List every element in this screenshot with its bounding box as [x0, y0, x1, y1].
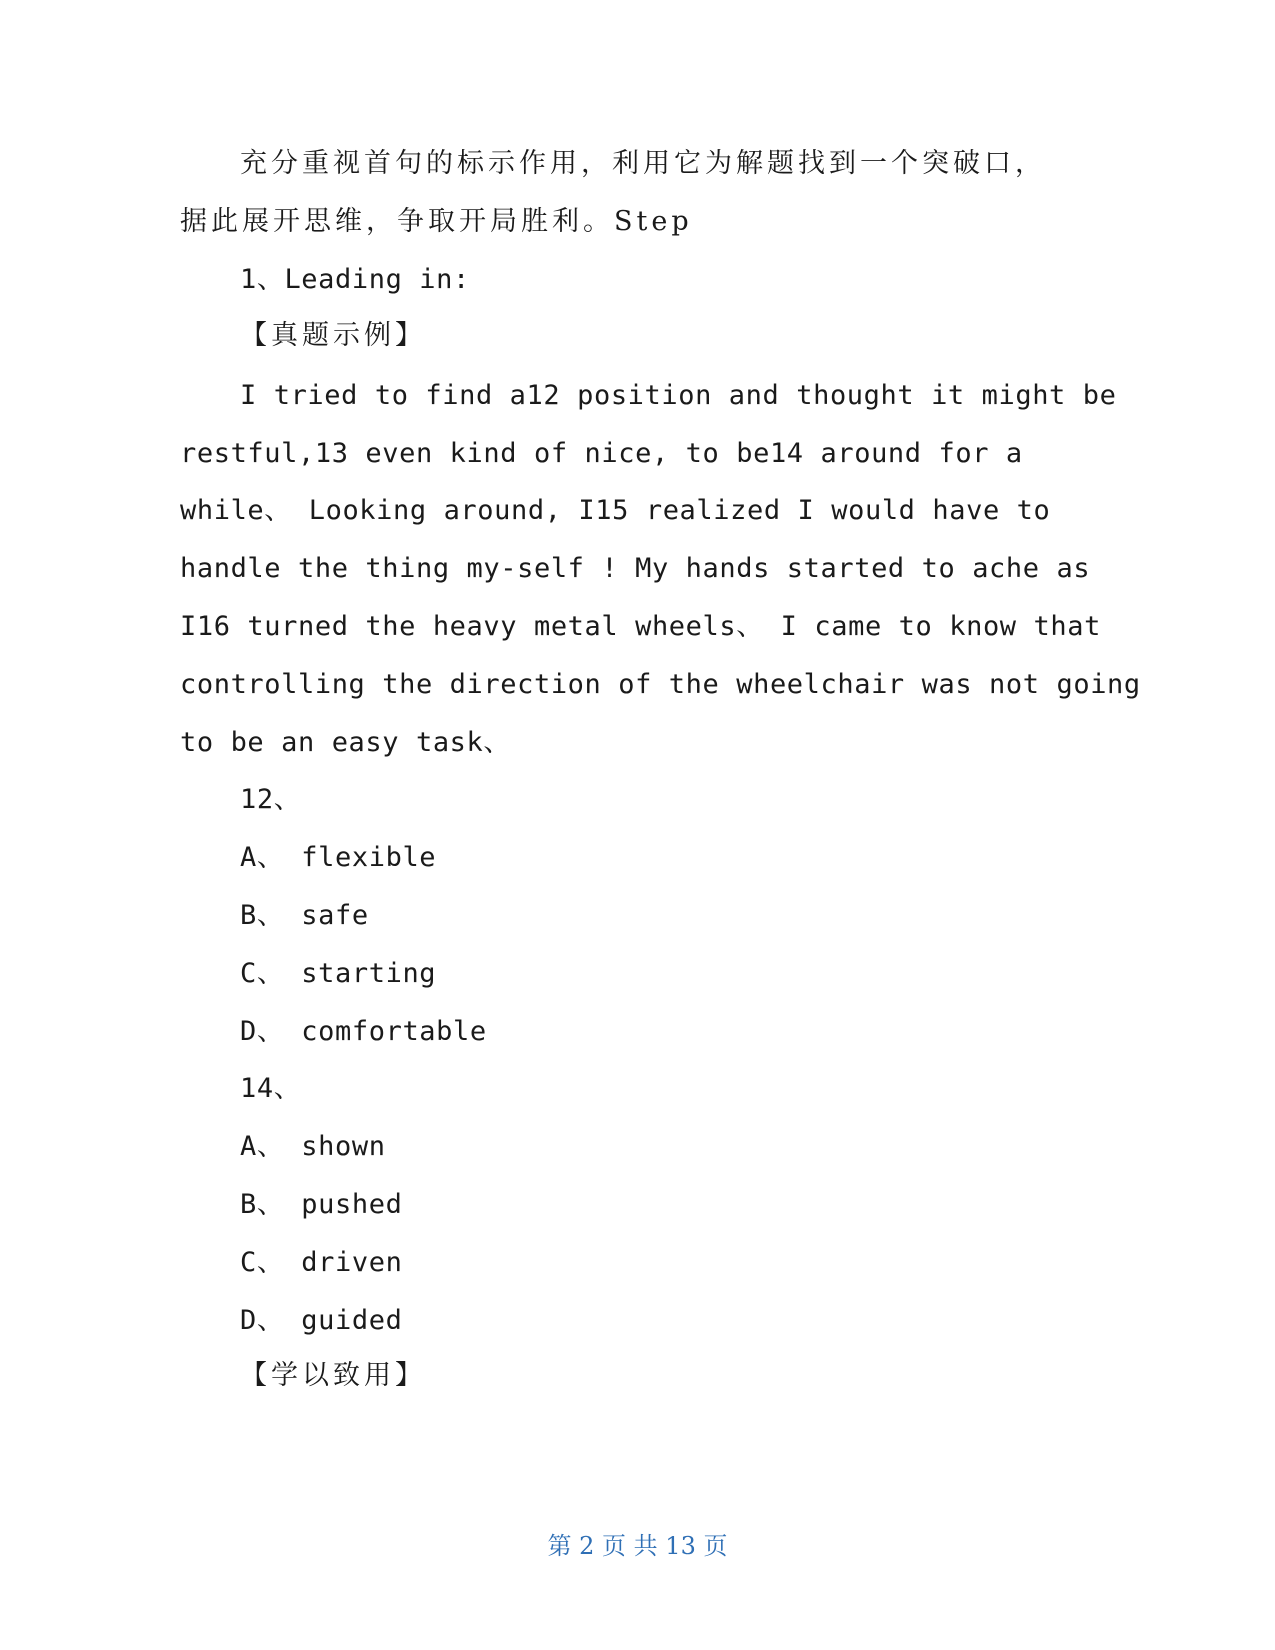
question-14-option-b: B、 pushed — [240, 1189, 403, 1220]
question-14-option-d: D、 guided — [240, 1305, 403, 1336]
question-14-number: 14、 — [240, 1073, 302, 1104]
question-12-number: 12、 — [240, 784, 302, 815]
page-indicator: 第 2 页 共 13 页 — [547, 1532, 728, 1560]
paragraph-line-2: 据此展开思维，争取开局胜利。Step — [180, 206, 693, 237]
passage-line-7: to be an easy task、 — [180, 727, 511, 758]
passage-line-4: handle the thing my-self ! My hands started to ache as — [180, 553, 1091, 584]
step-heading: 1、Leading in: — [240, 264, 470, 295]
passage-line-1: I tried to find a12 position and thought it might be — [240, 380, 1117, 411]
question-12-option-b: B、 safe — [240, 900, 369, 931]
passage-line-2: restful,13 even kind of nice, to be14 around for a — [180, 438, 1023, 469]
paragraph-line-1: 充分重视首句的标示作用，利用它为解题找到一个突破口， — [240, 148, 1046, 179]
question-12-option-c: C、 starting — [240, 958, 437, 989]
passage-line-6: controlling the direction of the wheelchair was not going — [180, 669, 1141, 700]
passage-line-5: I16 turned the heavy metal wheels、 I came to know that — [180, 611, 1101, 642]
question-14-option-a: A、 shown — [240, 1131, 386, 1162]
question-12-option-d: D、 comfortable — [240, 1016, 487, 1047]
question-12-option-a: A、 flexible — [240, 842, 437, 873]
section-heading: 【学以致用】 — [240, 1360, 426, 1391]
question-14-option-c: C、 driven — [240, 1247, 403, 1278]
passage-line-3: while、 Looking around, I15 realized I would have to — [180, 495, 1051, 526]
example-heading: 【真题示例】 — [240, 320, 426, 351]
